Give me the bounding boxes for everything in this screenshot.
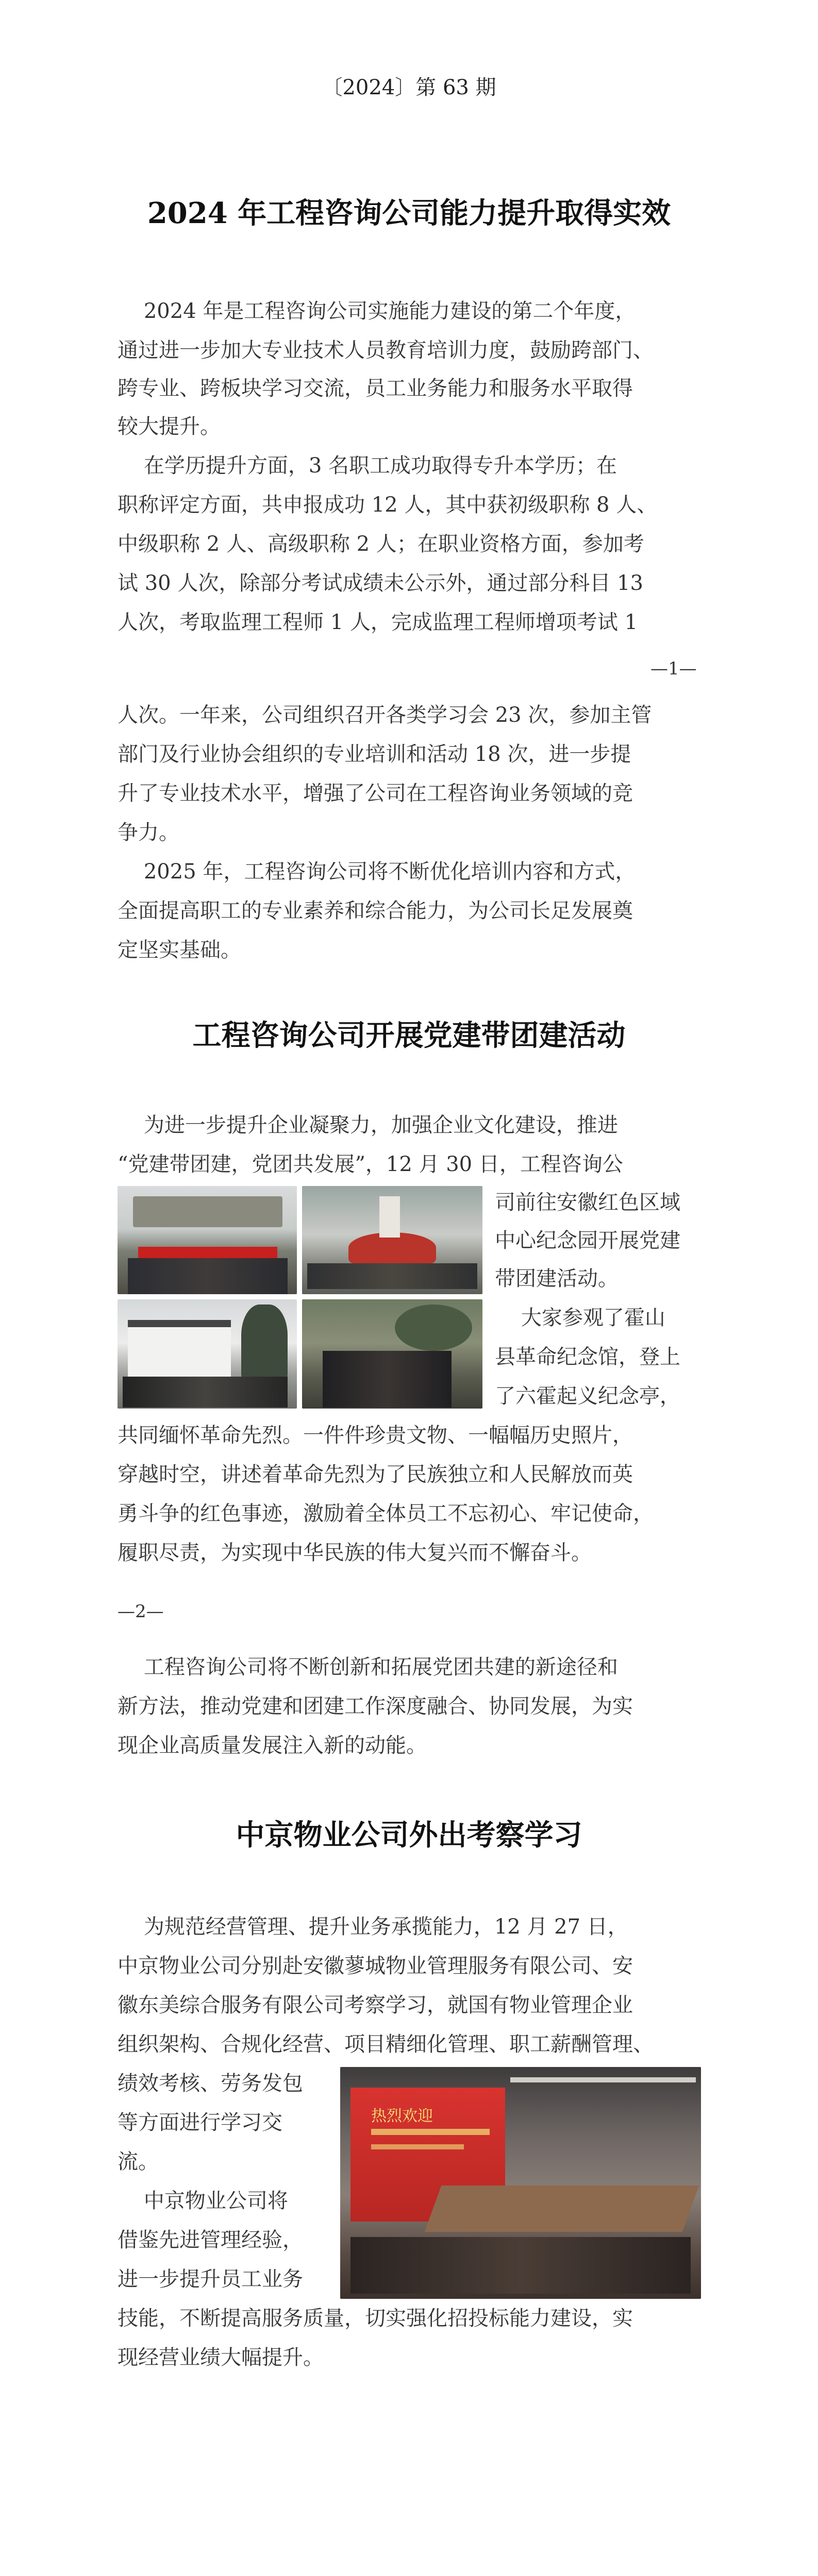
article-2-line: 了六霍起义纪念亭， <box>495 1384 680 1408</box>
article-2-line: 为进一步提升企业凝聚力，加强企业文化建设，推进 <box>118 1113 618 1137</box>
article-1-line: 2025 年，工程咨询公司将不断优化培训内容和方式， <box>118 860 636 884</box>
article-1-line: 定坚实基础。 <box>118 938 241 962</box>
article-3-line: 借鉴先进管理经验， <box>118 2228 303 2252</box>
photo-welcome-banner-text: 热烈欢迎 <box>371 2107 433 2125</box>
article-3-line: 绩效考核、劳务发包 <box>118 2072 303 2095</box>
article-1-line: 在学历提升方面，3 名职工成功取得专升本学历；在 <box>118 454 617 478</box>
photo-pavilion-visit <box>302 1299 482 1409</box>
article-2-line: 共同缅怀革命先烈。一件件珍贵文物、一幅幅历史照片， <box>118 1423 633 1447</box>
article-3-line: 现经营业绩大幅提升。 <box>118 2346 324 2369</box>
article-3-line: 为规范经营管理、提升业务承揽能力，12 月 27 日， <box>118 1915 628 1939</box>
article-1-line: 升了专业技术水平，增强了公司在工程咨询业务领域的竞 <box>118 782 633 805</box>
article-1-line: 跨专业、跨板块学习交流，员工业务能力和服务水平取得 <box>118 377 633 400</box>
article-1-line: 职称评定方面，共申报成功 12 人，其中获初级职称 8 人、 <box>118 493 658 517</box>
article-1-line: 人次，考取监理工程师 1 人，完成监理工程师增项考试 1 <box>118 611 638 634</box>
article-3-line: 进一步提升员工业务 <box>118 2267 303 2291</box>
article-3-line: 徽东美综合服务有限公司考察学习，就国有物业管理企业 <box>118 1993 633 2017</box>
article-2-line: 工程咨询公司将不断创新和拓展党团共建的新途径和 <box>118 1655 618 1679</box>
article-2-line: 履职尽责，为实现中华民族的伟大复兴而不懈奋斗。 <box>118 1541 592 1565</box>
article-3-line: 组织架构、合规化经营、项目精细化管理、职工薪酬管理、 <box>118 2032 654 2056</box>
article-2-line: 现企业高质量发展注入新的动能。 <box>118 1734 427 1757</box>
article-1-line: 试 30 人次，除部分考试成绩未公示外，通过部分科目 13 <box>118 571 643 595</box>
article-3-line: 中京物业公司分别赴安徽蓼城物业管理服务有限公司、安 <box>118 1954 633 1978</box>
article-2-line: “党建带团建，党团共发展”，12 月 30 日，工程咨询公 <box>118 1153 623 1176</box>
page-number-2: —2— <box>118 1601 164 1622</box>
issue-number: 〔2024〕第 63 期 <box>322 76 496 99</box>
article-2-line: 大家参观了霍山 <box>495 1306 665 1330</box>
article-2-line: 司前往安徽红色区域 <box>495 1191 680 1214</box>
article-1-line: 全面提高职工的专业素养和综合能力，为公司长足发展奠 <box>118 899 633 923</box>
article-1-line: 2024 年是工程咨询公司实施能力建设的第二个年度， <box>118 299 636 323</box>
article-1-title: 2024 年工程咨询公司能力提升取得实效 <box>147 196 671 230</box>
article-2-line: 带团建活动。 <box>495 1267 619 1291</box>
photo-meeting-room <box>340 2067 701 2299</box>
photo-flower-monument <box>302 1186 482 1294</box>
article-1-line: 部门及行业协会组织的专业培训和活动 18 次，进一步提 <box>118 742 631 766</box>
article-3-line: 技能，不断提高服务质量，切实强化招投标能力建设，实 <box>118 2307 633 2330</box>
article-2-line: 勇斗争的红色事迹，激励着全体员工不忘初心、牢记使命， <box>118 1502 654 1526</box>
page-number-1: —1— <box>650 658 697 679</box>
article-3-title: 中京物业公司外出考察学习 <box>236 1818 582 1852</box>
article-2-line: 县革命纪念馆，登上 <box>495 1345 680 1369</box>
article-3-line: 等方面进行学习交 <box>118 2111 282 2134</box>
article-2-line: 穿越时空，讲述着革命先烈为了民族独立和人民解放而英 <box>118 1463 633 1486</box>
article-2-line: 新方法，推动党建和团建工作深度融合、协同发展，为实 <box>118 1694 633 1718</box>
article-1-line: 通过进一步加大专业技术人员教育培训力度，鼓励跨部门、 <box>118 338 654 362</box>
article-1-line: 中级职称 2 人、高级职称 2 人；在职业资格方面，参加考 <box>118 532 644 556</box>
article-3-line: 流。 <box>118 2150 159 2174</box>
article-1-line: 较大提升。 <box>118 415 221 438</box>
photo-memorial-banner-group <box>118 1186 297 1294</box>
article-3-line: 中京物业公司将 <box>118 2189 288 2213</box>
article-1-line: 争力。 <box>118 821 179 844</box>
photo-memorial-hall <box>118 1299 297 1409</box>
article-2-line: 中心纪念园开展党建 <box>495 1229 680 1252</box>
article-1-line: 人次。一年来，公司组织召开各类学习会 23 次，参加主管 <box>118 703 652 727</box>
article-2-title: 工程咨询公司开展党建带团建活动 <box>192 1019 626 1053</box>
